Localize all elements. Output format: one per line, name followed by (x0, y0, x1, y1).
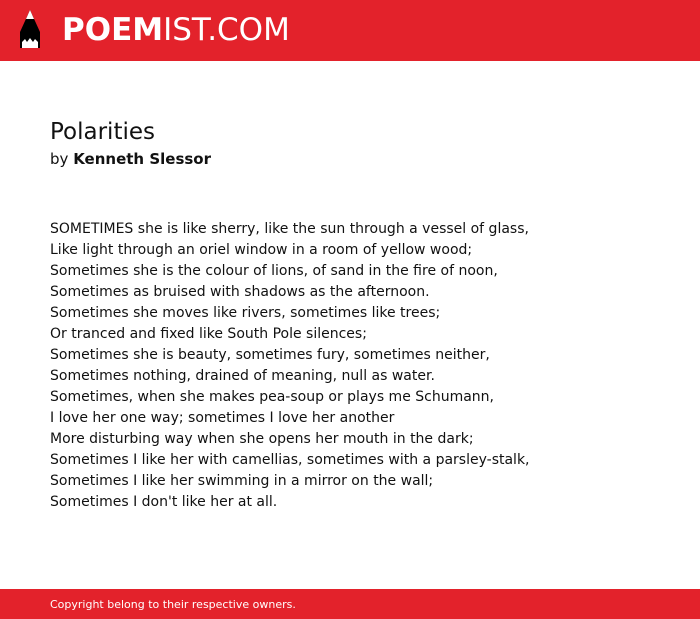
poem-line: Sometimes I don't like her at all. (50, 494, 278, 510)
poem-line: Sometimes, when she makes pea-soup or plays me Schumann, (50, 389, 495, 405)
site-header (0, 0, 700, 61)
poem-line: Or tranced and fixed like South Pole silences; (50, 326, 367, 342)
poem-line: Sometimes she is beauty, sometimes fury, sometimes neither, (50, 347, 490, 363)
poem-line: Sometimes I like her with camellias, sometimes with a parsley-stalk, (50, 452, 530, 468)
logo-light-text: IST.COM (163, 12, 290, 48)
logo-bold-text: POEM (62, 12, 164, 48)
site-logo[interactable] (62, 12, 290, 48)
poem-line: Sometimes nothing, drained of meaning, null as water. (50, 368, 435, 384)
copyright-text: Copyright belong to their respective owners. (50, 598, 296, 611)
poem-body (50, 219, 670, 513)
poem-line: More disturbing way when she opens her mouth in the dark; (50, 431, 474, 447)
site-footer (0, 589, 700, 619)
poem-author[interactable]: Kenneth Slessor (73, 150, 211, 168)
poem-line: Sometimes she moves like rivers, sometimes like trees; (50, 305, 441, 321)
poem-line: Sometimes as bruised with shadows as the afternoon. (50, 284, 430, 300)
poem-line: Sometimes I like her swimming in a mirror on the wall; (50, 473, 434, 489)
by-label: by (50, 150, 69, 168)
poem-line: Sometimes she is the colour of lions, of sand in the fire of noon, (50, 263, 498, 279)
poem-line: SOMETIMES she is like sherry, like the sun through a vessel of glass, (50, 221, 529, 237)
poem-byline (50, 149, 211, 169)
poem-line: I love her one way; sometimes I love her another (50, 410, 395, 426)
poem-title: Polarities (50, 119, 155, 145)
pencil-icon[interactable] (16, 8, 44, 52)
poem-line: Like light through an oriel window in a room of yellow wood; (50, 242, 473, 258)
